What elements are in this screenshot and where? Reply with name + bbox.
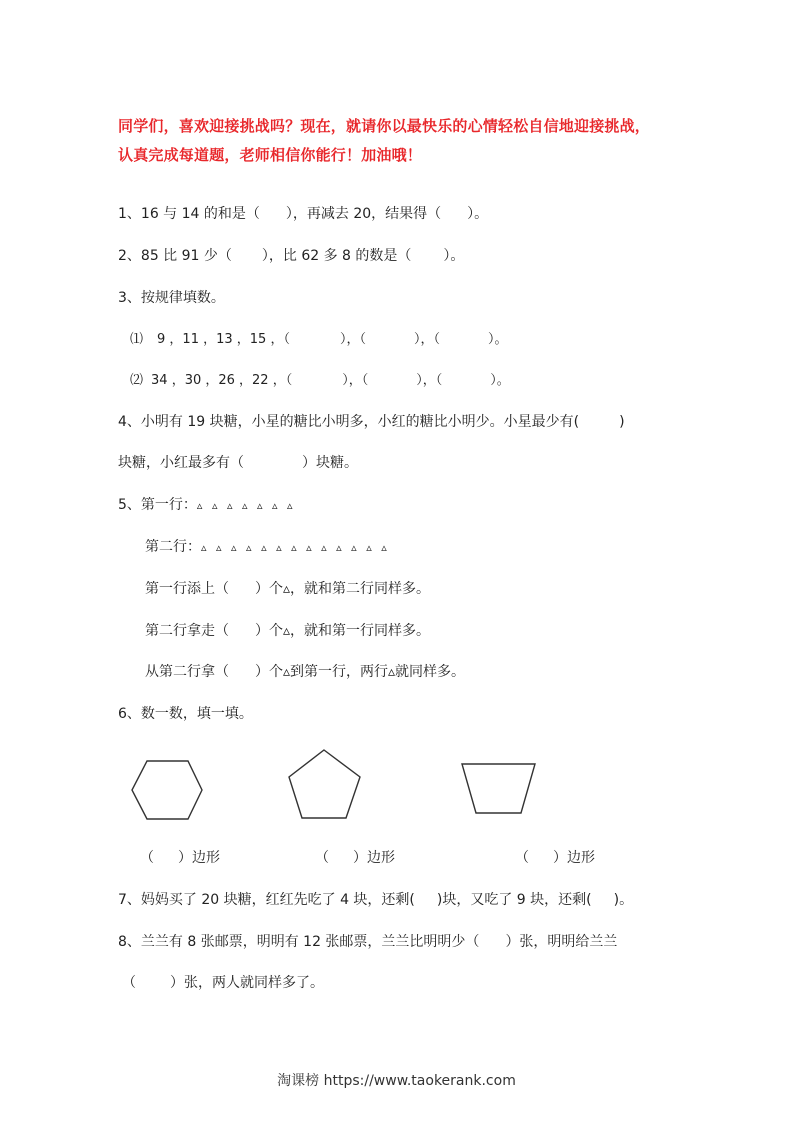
pentagon-label-open: （ <box>315 850 329 866</box>
q5-row2-label: 第二行： <box>145 539 201 555</box>
q3-row2-sep2: ），（ <box>416 373 443 388</box>
question-6-title: 6、数一数，填一填。 <box>118 706 253 722</box>
question-3-row-2 <box>130 371 510 391</box>
intro-line-1: 同学们，喜欢迎接挑战吗？现在，就请你以最快乐的心情轻松自信地迎接挑战， <box>118 117 651 135</box>
trapezoid-label-close: ）边形 <box>553 850 595 866</box>
intro-line-2: 认真完成每道题，老师相信你能行！加油哦！ <box>118 146 423 164</box>
footer-watermark: 淘课榜 https://www.taokerank.com <box>277 1073 516 1089</box>
q5-row1-label: 5、第一行： <box>118 497 197 513</box>
q3-row2-sep1: ），（ <box>342 373 369 388</box>
q7-text-b: )块，又吃了 9 块，还剩( <box>436 892 592 908</box>
q7-text-c: )。 <box>613 892 634 908</box>
q5-sub3-a: 从第二行拿（ <box>145 664 229 680</box>
question-3-row-1 <box>130 330 508 350</box>
q2-text-c: ）。 <box>443 248 465 264</box>
question-2 <box>118 246 464 266</box>
question-5-sub-2 <box>145 621 430 641</box>
question-4-line-2 <box>118 453 358 473</box>
pentagon-shape <box>285 746 365 822</box>
hexagon-label-close: ）边形 <box>178 850 220 866</box>
trapezoid-label <box>515 848 595 868</box>
question-7 <box>118 890 633 910</box>
q5-sub1-b: ）个▵，就和第二行同样多。 <box>255 581 431 597</box>
q3-row2-end: ）。 <box>490 373 510 388</box>
q7-text-a: 7、妈妈买了 20 块糖，红红先吃了 4 块，还剩( <box>118 892 415 908</box>
question-8-line-1 <box>118 932 617 952</box>
pentagon-label <box>315 848 395 868</box>
q3-row1-numbers: 9 ，11 ，13 ，15 ，（ <box>157 332 290 347</box>
question-5-sub-3 <box>145 662 465 682</box>
q3-row1-end: ）。 <box>487 332 508 347</box>
q1-text-c: ）。 <box>467 206 489 222</box>
q5-sub2-b: ）个▵，就和第一行同样多。 <box>255 623 431 639</box>
hexagon-shape <box>128 758 206 824</box>
q8-text-d: ）张，两人就同样多了。 <box>170 975 324 991</box>
question-5-sub-1 <box>145 579 430 599</box>
q2-text-a: 2、85 比 91 少（ <box>118 248 232 264</box>
q1-text-b: ），再减去 20，结果得（ <box>285 206 442 222</box>
hexagon-label <box>140 848 220 868</box>
question-5-row-2 <box>145 537 390 558</box>
q8-text-c: （ <box>122 975 136 991</box>
intro-text <box>118 112 698 170</box>
q4-text-c: 块糖，小红最多有（ <box>118 455 244 471</box>
q5-sub3-b: ）个▵到第一行，两行▵就同样多。 <box>255 664 466 680</box>
q8-text-b: ）张，明明给兰兰 <box>505 934 618 950</box>
question-4-line-1 <box>118 412 625 432</box>
q3-row2-label: ⑵ <box>130 373 144 388</box>
q3-row1-label: ⑴ <box>130 332 144 347</box>
q5-sub1-a: 第一行添上（ <box>145 581 229 597</box>
trapezoid-label-open: （ <box>515 850 529 866</box>
question-1 <box>118 204 488 224</box>
q3-row1-sep1: ），（ <box>339 332 366 347</box>
q3-row1-sep2: ），（ <box>413 332 440 347</box>
question-8-line-2 <box>122 973 324 993</box>
q3-row2-numbers: 34 ，30 ，26 ，22 ，（ <box>151 373 293 388</box>
question-5-row-1 <box>118 495 296 516</box>
q4-text-b: ) <box>619 414 625 430</box>
q5-row1-triangles: ▵ ▵ ▵ ▵ ▵ ▵ ▵ <box>196 499 296 512</box>
q5-sub2-a: 第二行拿走（ <box>145 623 229 639</box>
q8-text-a: 8、兰兰有 8 张邮票，明明有 12 张邮票，兰兰比明明少（ <box>118 934 480 950</box>
q2-text-b: ），比 62 多 8 的数是（ <box>261 248 412 264</box>
q4-text-a: 4、小明有 19 块糖，小星的糖比小明多，小红的糖比小明少。小星最少有( <box>118 414 580 430</box>
q1-text-a: 1、16 与 14 的和是（ <box>118 206 260 222</box>
q5-row2-triangles: ▵ ▵ ▵ ▵ ▵ ▵ ▵ ▵ ▵ ▵ ▵ ▵ ▵ <box>201 541 390 554</box>
q4-text-d: ）块糖。 <box>302 455 358 471</box>
pentagon-label-close: ）边形 <box>353 850 395 866</box>
question-3-title: 3、按规律填数。 <box>118 290 225 306</box>
hexagon-label-open: （ <box>140 850 154 866</box>
trapezoid-shape <box>458 760 540 816</box>
